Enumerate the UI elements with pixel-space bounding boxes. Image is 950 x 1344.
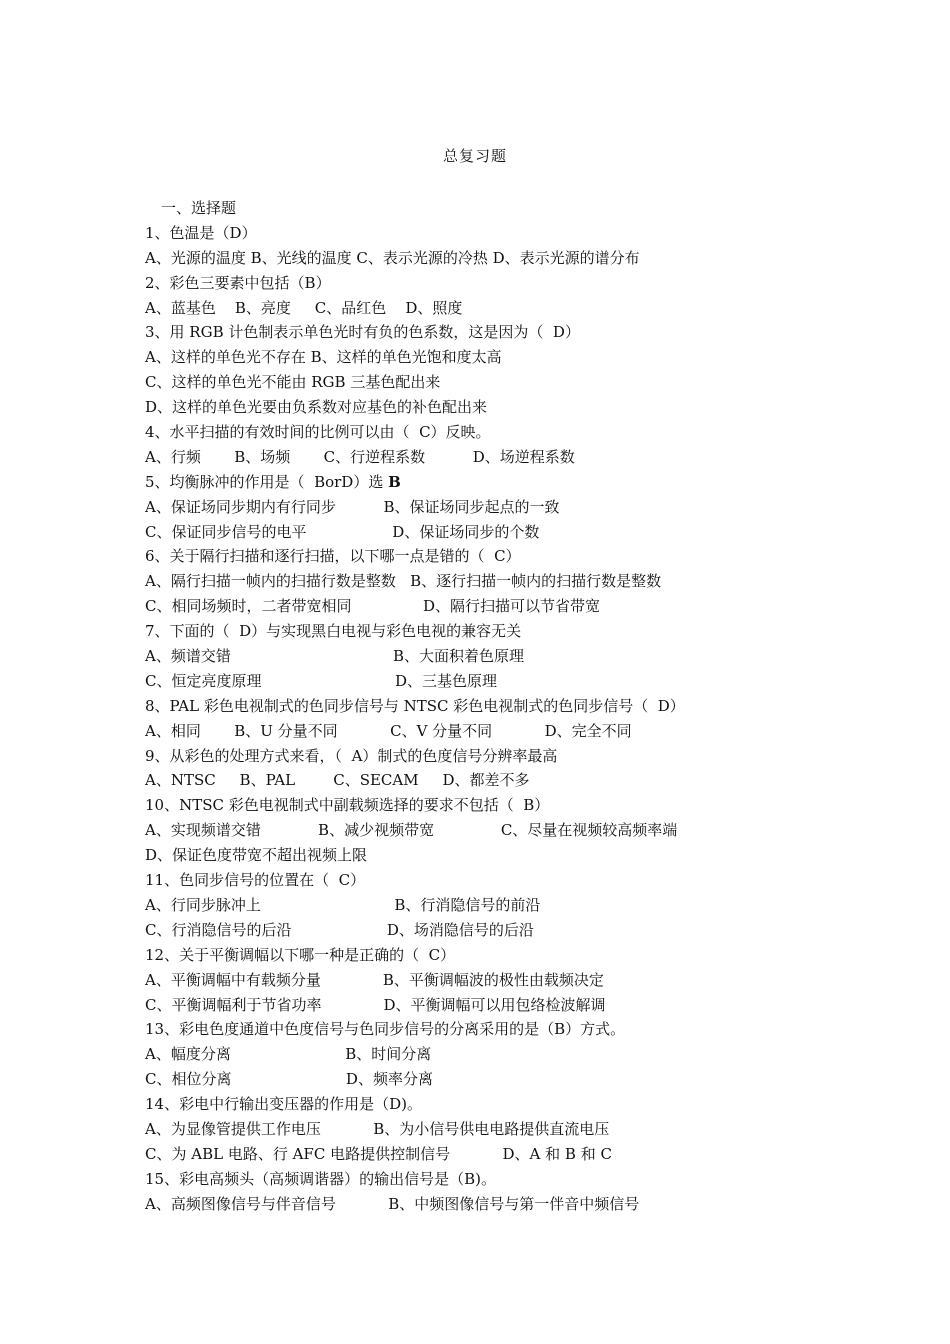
option-line: A、行同步脉冲上 B、行消隐信号的前沿	[145, 895, 541, 914]
option-line: A、幅度分离 B、时间分离	[145, 1045, 432, 1064]
question-line: 7、下面的（ D）与实现黑白电视与彩色电视的兼容无关	[145, 622, 522, 641]
question-text: 5、均衡脉冲的作用是（ BorD）选	[145, 472, 389, 491]
question-line: 8、PAL 彩色电视制式的色同步信号与 NTSC 彩色电视制式的色同步信号（ D）	[145, 696, 685, 715]
option-line: A、相同 B、U 分量不同 C、V 分量不同 D、完全不同	[145, 721, 632, 740]
question-line: 13、彩电色度通道中色度信号与色同步信号的分离采用的是（B）方式。	[145, 1020, 626, 1039]
option-line: C、恒定亮度原理 D、三基色原理	[145, 671, 498, 690]
option-line: D、保证色度带宽不超出视频上限	[145, 846, 368, 865]
question-line: 14、彩电中行输出变压器的作用是（D)。	[145, 1095, 422, 1114]
option-line: A、NTSC B、PAL C、SECAM D、都差不多	[145, 771, 530, 790]
option-line: A、实现频谱交错 B、减少视频带宽 C、尽量在视频较高频率端	[145, 821, 678, 840]
option-line: A、蓝基色 B、亮度 C、品红色 D、照度	[145, 298, 463, 317]
question-line: 11、色同步信号的位置在（ C）	[145, 871, 366, 890]
question-line: 15、彩电高频头（高频调谐器）的输出信号是（B)。	[145, 1169, 496, 1188]
option-line: C、行消隐信号的后沿 D、场消隐信号的后沿	[145, 920, 534, 939]
option-line: C、相位分离 D、频率分离	[145, 1070, 433, 1089]
option-line: A、保证场同步期内有行同步 B、保证场同步起点的一致	[145, 497, 560, 516]
option-line: A、高频图像信号与伴音信号 B、中频图像信号与第一伴音中频信号	[145, 1194, 640, 1213]
option-line: C、保证同步信号的电平 D、保证场同步的个数	[145, 522, 540, 541]
option-line: C、为 ABL 电路、行 AFC 电路提供控制信号 D、A 和 B 和 C	[145, 1144, 612, 1163]
question-line: 6、关于隔行扫描和逐行扫描，以下哪一点是错的（ C）	[145, 547, 521, 566]
option-line: A、光源的温度 B、光线的温度 C、表示光源的冷热 D、表示光源的谱分布	[145, 248, 640, 267]
question-line: 10、NTSC 彩色电视制式中副载频选择的要求不包括（ B）	[145, 796, 550, 815]
question-line: 2、彩色三要素中包括（B）	[145, 273, 331, 292]
question-line: 12、关于平衡调幅以下哪一种是正确的（ C）	[145, 945, 456, 964]
question-list	[145, 196, 865, 1217]
option-line: A、频谱交错 B、大面积着色原理	[145, 647, 524, 666]
option-line: C、平衡调幅利于节省功率 D、平衡调幅可以用包络检波解调	[145, 995, 606, 1014]
option-line: A、行频 B、场频 C、行逆程系数 D、场逆程系数	[145, 447, 575, 466]
option-line: A、平衡调幅中有载频分量 B、平衡调幅波的极性由载频决定	[145, 970, 604, 989]
question-line	[145, 470, 865, 495]
question-line: 4、水平扫描的有效时间的比例可以由（ C）反映。	[145, 423, 491, 442]
option-line: A、这样的单色光不存在 B、这样的单色光饱和度太高	[145, 348, 502, 367]
option-line: C、这样的单色光不能由 RGB 三基色配出来	[145, 373, 441, 392]
page-title: 总复习题	[442, 147, 507, 165]
option-line: D、这样的单色光要由负系数对应基色的补色配出来	[145, 398, 488, 417]
question-line: 9、从彩色的处理方式来看，（ A）制式的色度信号分辨率最高	[145, 746, 558, 765]
option-line: A、为显像管提供工作电压 B、为小信号供电电路提供直流电压	[145, 1119, 610, 1138]
answer-emphasis: B	[388, 472, 401, 491]
option-line: A、隔行扫描一帧内的扫描行数是整数 B、逐行扫描一帧内的扫描行数是整数	[145, 572, 662, 591]
question-line: 3、用 RGB 计色制表示单色光时有负的色系数，这是因为（ D）	[145, 323, 580, 342]
option-line: C、相同场频时，二者带宽相同 D、隔行扫描可以节省带宽	[145, 597, 601, 616]
question-line: 1、色温是（D）	[145, 223, 257, 242]
section-heading: 一、选择题	[161, 199, 237, 217]
